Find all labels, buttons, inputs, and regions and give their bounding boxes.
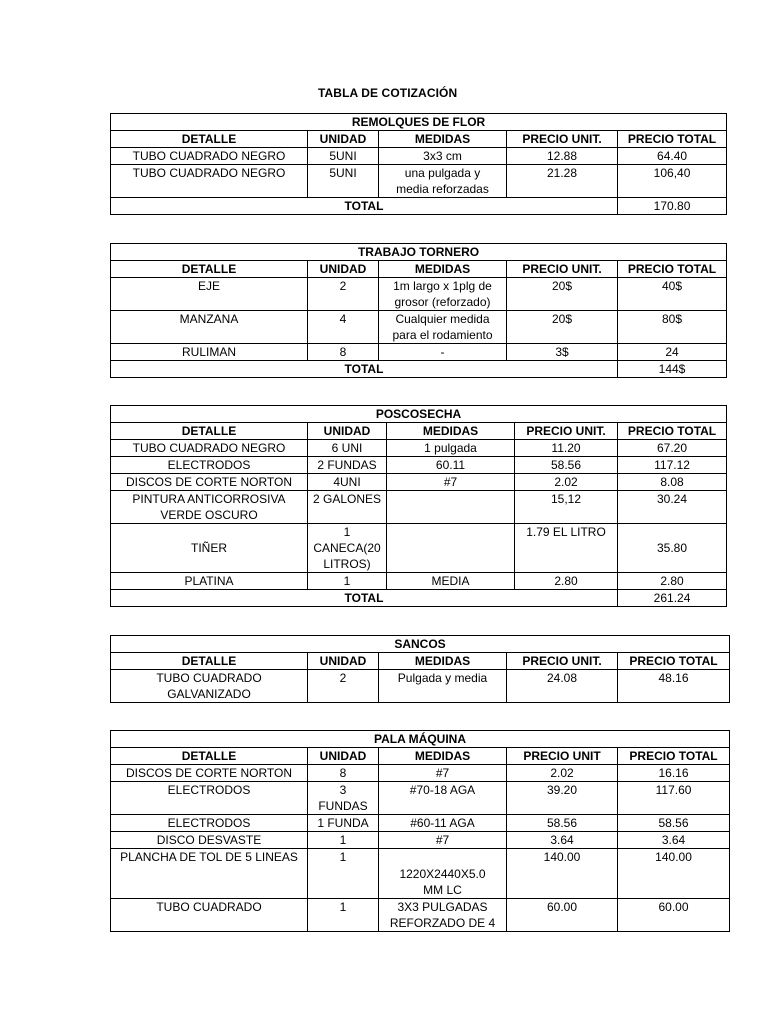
cell-precio-total: 16.16 [618, 765, 730, 782]
table-sancos [110, 635, 730, 703]
table-row [111, 311, 727, 344]
cell-medidas: una pulgada y media reforzadas [379, 165, 507, 198]
table-row [111, 165, 727, 198]
table-pala-maquina [110, 730, 730, 932]
header-detalle: DETALLE [111, 261, 308, 278]
cell-unidad: 1 CANECA(20 LITROS) [308, 524, 387, 573]
cell-precio-total: 2.80 [618, 573, 727, 590]
cell-precio-total: 67.20 [618, 440, 727, 457]
cell-detalle: PLATINA [111, 573, 308, 590]
total-row [111, 198, 727, 215]
header-unidad: UNIDAD [308, 653, 379, 670]
table-row [111, 849, 730, 899]
cell-precio-unit: 140.00 [507, 849, 618, 899]
header-medidas: MEDIDAS [387, 423, 515, 440]
cell-precio-unit: 1.79 EL LITRO [515, 524, 618, 573]
cell-precio-total: 48.16 [618, 670, 730, 703]
table-row [111, 832, 730, 849]
cell-medidas: 1 pulgada [387, 440, 515, 457]
cell-precio-total: 106,40 [618, 165, 727, 198]
cell-medidas: 1m largo x 1plg de grosor (reforzado) [379, 278, 507, 311]
header-unidad: UNIDAD [308, 423, 387, 440]
cell-unidad: 2 [308, 278, 379, 311]
header-unidad: UNIDAD [308, 131, 379, 148]
cell-unidad: 4UNI [308, 474, 387, 491]
cell-precio-unit: 24.08 [507, 670, 618, 703]
cell-unidad: 5UNI [308, 165, 379, 198]
cell-medidas [387, 524, 515, 573]
table-row [111, 344, 727, 361]
cell-precio-unit: 20$ [507, 311, 618, 344]
cell-detalle: RULIMAN [111, 344, 308, 361]
cell-precio-unit: 58.56 [515, 457, 618, 474]
header-precio-unit: PRECIO UNIT [507, 748, 618, 765]
cell-unidad: 2 [308, 670, 379, 703]
cell-detalle: TUBO CUADRADO NEGRO [111, 440, 308, 457]
cell-precio-unit: 2.80 [515, 573, 618, 590]
header-unidad: UNIDAD [308, 261, 379, 278]
header-precio-total: PRECIO TOTAL [618, 261, 727, 278]
header-medidas: MEDIDAS [379, 748, 507, 765]
header-precio-unit: PRECIO UNIT. [507, 261, 618, 278]
cell-detalle: TIÑER [111, 524, 308, 573]
cell-medidas: Pulgada y media [379, 670, 507, 703]
cell-detalle: DISCOS DE CORTE NORTON [111, 474, 308, 491]
document-title: TABLA DE COTIZACIÓN [318, 86, 458, 100]
cell-unidad: 3 FUNDAS [308, 782, 379, 815]
cell-detalle: TUBO CUADRADO GALVANIZADO [111, 670, 308, 703]
cell-precio-total: 8.08 [618, 474, 727, 491]
table-row [111, 765, 730, 782]
cell-precio-unit: 3.64 [507, 832, 618, 849]
table-title: TRABAJO TORNERO [111, 244, 727, 261]
cell-detalle: TUBO CUADRADO NEGRO [111, 165, 308, 198]
cell-unidad: 8 [308, 344, 379, 361]
cell-medidas: #7 [379, 765, 507, 782]
table-poscosecha [110, 405, 727, 607]
header-medidas: MEDIDAS [379, 653, 507, 670]
table-title: POSCOSECHA [111, 406, 727, 423]
table-row [111, 148, 727, 165]
cell-unidad: 1 [308, 899, 379, 932]
cell-detalle: TUBO CUADRADO [111, 899, 308, 932]
cell-precio-total: 117.60 [618, 782, 730, 815]
cell-unidad: 1 [308, 573, 387, 590]
cell-precio-total: 3.64 [618, 832, 730, 849]
total-label: TOTAL [111, 198, 618, 215]
table-row [111, 440, 727, 457]
total-row [111, 361, 727, 378]
header-precio-total: PRECIO TOTAL [618, 131, 727, 148]
table-remolques-de-flor [110, 113, 727, 215]
cell-medidas: #60-11 AGA [379, 815, 507, 832]
cell-detalle: DISCO DESVASTE [111, 832, 308, 849]
cell-precio-unit: 39.20 [507, 782, 618, 815]
header-precio-unit: PRECIO UNIT. [515, 423, 618, 440]
header-precio-total: PRECIO TOTAL [618, 653, 730, 670]
cell-detalle: TUBO CUADRADO NEGRO [111, 148, 308, 165]
cell-precio-total: 64.40 [618, 148, 727, 165]
cell-detalle: EJE [111, 278, 308, 311]
cell-unidad: 1 [308, 849, 379, 899]
cell-medidas [387, 491, 515, 524]
cell-unidad: 4 [308, 311, 379, 344]
total-value: 261.24 [618, 590, 727, 607]
table-row [111, 491, 727, 524]
table-row [111, 278, 727, 311]
cell-precio-unit: 15,12 [515, 491, 618, 524]
cell-detalle: ELECTRODOS [111, 815, 308, 832]
table-row [111, 524, 727, 573]
cell-unidad: 1 FUNDA [308, 815, 379, 832]
header-unidad: UNIDAD [308, 748, 379, 765]
cell-precio-unit: 12.88 [507, 148, 618, 165]
cell-precio-total: 24 [618, 344, 727, 361]
table-title: REMOLQUES DE FLOR [111, 114, 727, 131]
cell-medidas: - [379, 344, 507, 361]
table-title: PALA MÁQUINA [111, 731, 730, 748]
cell-precio-total: 117.12 [618, 457, 727, 474]
cell-medidas: 60.11 [387, 457, 515, 474]
header-detalle: DETALLE [111, 748, 308, 765]
header-precio-total: PRECIO TOTAL [618, 748, 730, 765]
header-medidas: MEDIDAS [379, 131, 507, 148]
table-row [111, 573, 727, 590]
cell-unidad: 2 GALONES [308, 491, 387, 524]
cell-medidas: Cualquier medida para el rodamiento [379, 311, 507, 344]
cell-medidas: MEDIA [387, 573, 515, 590]
cell-precio-unit: 58.56 [507, 815, 618, 832]
cell-precio-total: 35.80 [618, 524, 727, 573]
cell-precio-unit: 2.02 [515, 474, 618, 491]
cell-detalle: DISCOS DE CORTE NORTON [111, 765, 308, 782]
cell-precio-total: 60.00 [618, 899, 730, 932]
cell-precio-unit: 20$ [507, 278, 618, 311]
cell-precio-unit: 3$ [507, 344, 618, 361]
cell-detalle: ELECTRODOS [111, 457, 308, 474]
total-value: 144$ [618, 361, 727, 378]
cell-precio-total: 40$ [618, 278, 727, 311]
table-row [111, 457, 727, 474]
cell-unidad: 8 [308, 765, 379, 782]
cell-precio-total: 140.00 [618, 849, 730, 899]
header-detalle: DETALLE [111, 131, 308, 148]
table-row [111, 782, 730, 815]
table-row [111, 474, 727, 491]
header-precio-unit: PRECIO UNIT. [507, 131, 618, 148]
table-trabajo-tornero [110, 243, 727, 378]
cell-precio-total: 30.24 [618, 491, 727, 524]
total-label: TOTAL [111, 361, 618, 378]
total-row [111, 590, 727, 607]
cell-detalle: PINTURA ANTICORROSIVA VERDE OSCURO [111, 491, 308, 524]
header-precio-total: PRECIO TOTAL [618, 423, 727, 440]
table-title: SANCOS [111, 636, 730, 653]
cell-medidas: 1220X2440X5.0 MM LC [379, 849, 507, 899]
cell-medidas: #7 [379, 832, 507, 849]
cell-medidas: 3X3 PULGADAS REFORZADO DE 4 [379, 899, 507, 932]
cell-detalle: ELECTRODOS [111, 782, 308, 815]
table-row [111, 670, 730, 703]
total-label: TOTAL [111, 590, 618, 607]
cell-detalle: MANZANA [111, 311, 308, 344]
total-value: 170.80 [618, 198, 727, 215]
cell-precio-unit: 60.00 [507, 899, 618, 932]
cell-precio-unit: 2.02 [507, 765, 618, 782]
cell-unidad: 6 UNI [308, 440, 387, 457]
cell-precio-unit: 21.28 [507, 165, 618, 198]
header-precio-unit: PRECIO UNIT. [507, 653, 618, 670]
cell-medidas: #7 [387, 474, 515, 491]
header-detalle: DETALLE [111, 653, 308, 670]
table-row [111, 815, 730, 832]
table-row [111, 899, 730, 932]
cell-precio-total: 58.56 [618, 815, 730, 832]
cell-unidad: 2 FUNDAS [308, 457, 387, 474]
cell-medidas: #70-18 AGA [379, 782, 507, 815]
cell-medidas: 3x3 cm [379, 148, 507, 165]
cell-unidad: 1 [308, 832, 379, 849]
cell-unidad: 5UNI [308, 148, 379, 165]
cell-precio-total: 80$ [618, 311, 727, 344]
header-medidas: MEDIDAS [379, 261, 507, 278]
cell-precio-unit: 11.20 [515, 440, 618, 457]
cell-detalle: PLANCHA DE TOL DE 5 LINEAS [111, 849, 308, 899]
header-detalle: DETALLE [111, 423, 308, 440]
